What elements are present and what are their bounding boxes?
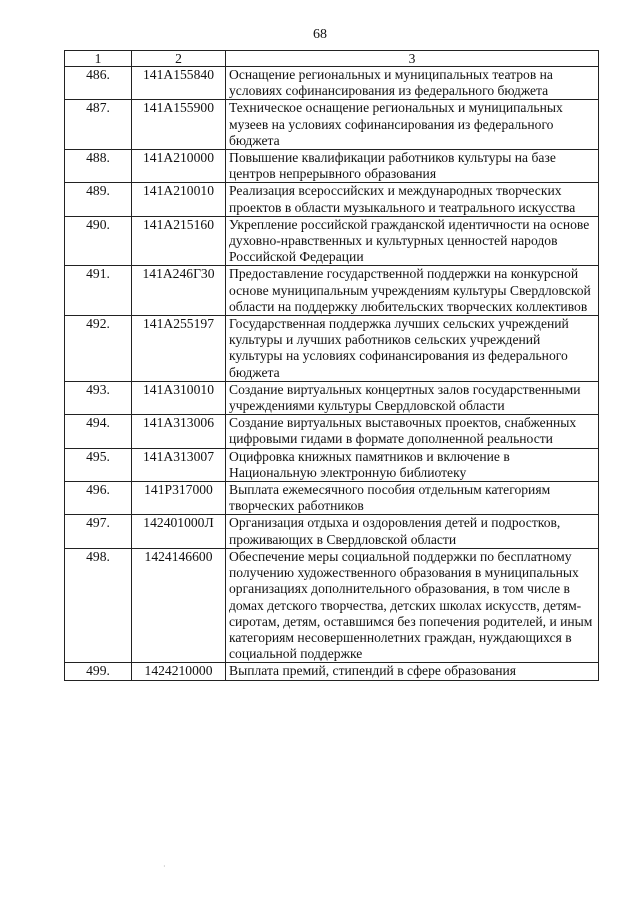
table-row (65, 515, 599, 548)
budget-code: 141А155840 (132, 67, 226, 100)
row-number: 486. (65, 67, 132, 100)
row-description: Оснащение региональных и муниципальных театров на условиях софинансирования из федерального бюджета (226, 67, 599, 100)
budget-code-table (64, 50, 599, 681)
row-number: 494. (65, 415, 132, 448)
budget-code: 141А255197 (132, 316, 226, 382)
scan-mark: · (163, 862, 166, 871)
row-description: Создание виртуальных концертных залов государственными учреждениями культуры Свердловской области (226, 381, 599, 414)
row-number: 489. (65, 183, 132, 216)
table-row (65, 448, 599, 481)
row-number: 492. (65, 316, 132, 382)
column-header-description: 3 (226, 51, 599, 67)
page-number: 68 (313, 27, 327, 42)
row-description: Создание виртуальных выставочных проектов, снабженных цифровыми гидами в формате дополненной реальности (226, 415, 599, 448)
column-header-code: 2 (132, 51, 226, 67)
table-row (65, 381, 599, 414)
table-header-row (65, 51, 599, 67)
row-description: Реализация всероссийских и международных творческих проектов в области музыкального и театрального искусства (226, 183, 599, 216)
budget-code: 1424210000 (132, 663, 226, 680)
row-description: Выплата премий, стипендий в сфере образования (226, 663, 599, 680)
table-row (65, 415, 599, 448)
column-header-number: 1 (65, 51, 132, 67)
table-row (65, 663, 599, 680)
budget-code: 141А210010 (132, 183, 226, 216)
table-row (65, 548, 599, 662)
table-row (65, 482, 599, 515)
row-number: 496. (65, 482, 132, 515)
budget-code: 142401000Л (132, 515, 226, 548)
row-description: Государственная поддержка лучших сельских учреждений культуры и лучших работников сельских учреждений культуры на условиях софинансирования из федерального бюджета (226, 316, 599, 382)
budget-code: 141А210000 (132, 150, 226, 183)
row-number: 499. (65, 663, 132, 680)
table-row (65, 316, 599, 382)
row-number: 487. (65, 100, 132, 150)
budget-code: 141А313006 (132, 415, 226, 448)
table-row (65, 100, 599, 150)
row-number: 491. (65, 266, 132, 316)
budget-code: 141А313007 (132, 448, 226, 481)
row-description: Организация отдыха и оздоровления детей и подростков, проживающих в Свердловской области (226, 515, 599, 548)
budget-code: 141А155900 (132, 100, 226, 150)
row-number: 497. (65, 515, 132, 548)
row-description: Техническое оснащение региональных и муниципальных музеев на условиях софинансирования из федерального бюджета (226, 100, 599, 150)
row-number: 498. (65, 548, 132, 662)
table-row (65, 216, 599, 266)
table-row (65, 67, 599, 100)
budget-code: 141А215160 (132, 216, 226, 266)
budget-code: 141А246Г30 (132, 266, 226, 316)
row-description: Выплата ежемесячного пособия отдельным категориям творческих работников (226, 482, 599, 515)
row-description: Оцифровка книжных памятников и включение в Национальную электронную библиотеку (226, 448, 599, 481)
budget-code: 1424146600 (132, 548, 226, 662)
budget-code: 141Р317000 (132, 482, 226, 515)
budget-code: 141А310010 (132, 381, 226, 414)
table-row (65, 150, 599, 183)
row-description: Укрепление российской гражданской идентичности на основе духовно-нравственных и культурных ценностей народов Российской Федерации (226, 216, 599, 266)
row-description: Предоставление государственной поддержки на конкурсной основе муниципальным учреждениям культуры Свердловской области на поддержку любительских творческих коллективов (226, 266, 599, 316)
row-description: Обеспечение меры социальной поддержки по бесплатному получению художественного образования в муниципальных организациях дополнительного образования, в том числе в домах детского творчества, детских школах искусств, детям-сиротам, детям, оставшимся без попечения родителей, и иным категориям несовершеннолетних граждан, нуждающихся в социальной поддержке (226, 548, 599, 662)
table-row (65, 183, 599, 216)
row-number: 488. (65, 150, 132, 183)
table-row (65, 266, 599, 316)
row-description: Повышение квалификации работников культуры на базе центров непрерывного образования (226, 150, 599, 183)
row-number: 495. (65, 448, 132, 481)
row-number: 490. (65, 216, 132, 266)
row-number: 493. (65, 381, 132, 414)
